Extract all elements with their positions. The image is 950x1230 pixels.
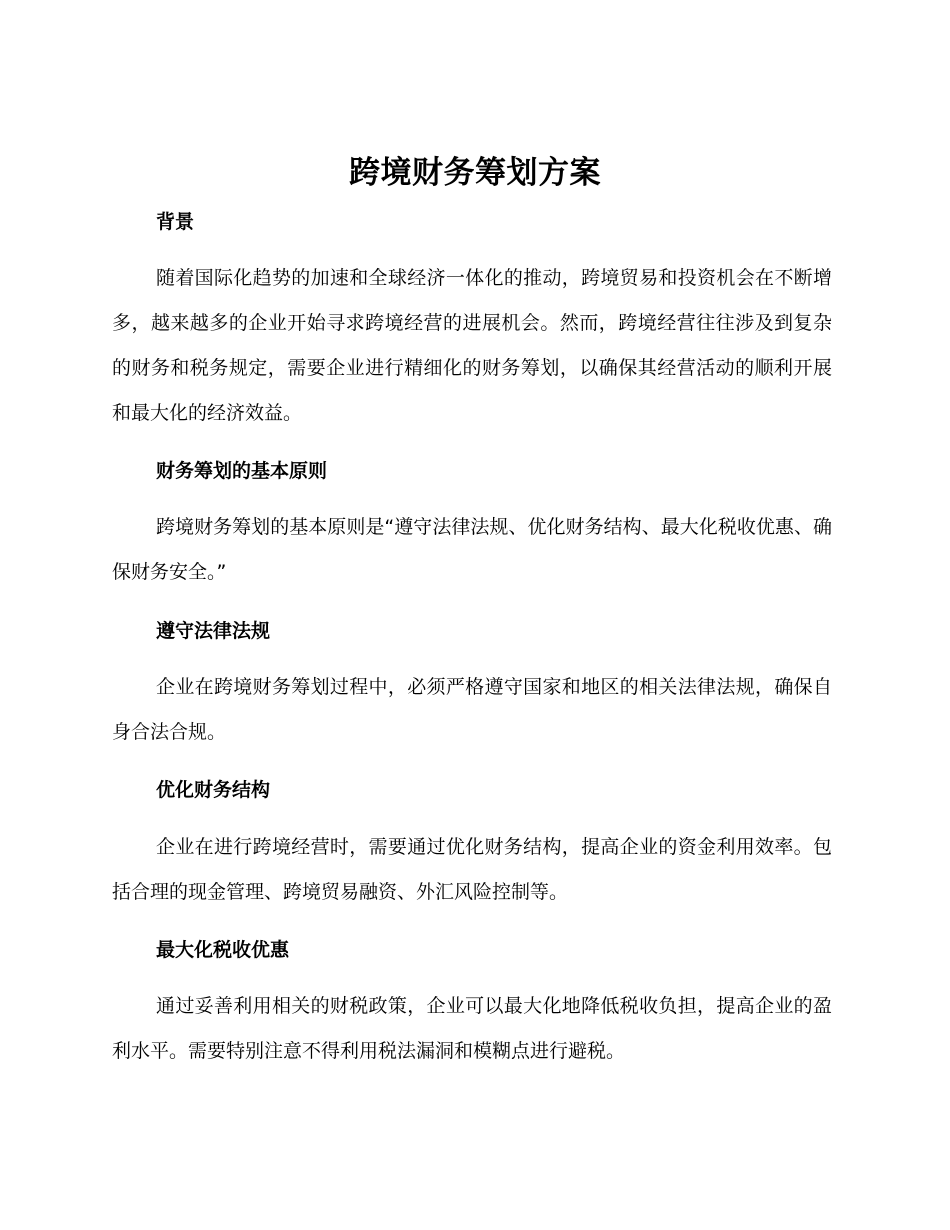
section-body-compliance: 企业在跨境财务筹划过程中，必须严格遵守国家和地区的相关法律法规，确保自身合法合规。 (112, 676, 832, 743)
section-body-background: 随着国际化趋势的加速和全球经济一体化的推动，跨境贸易和投资机会在不断增多，越来越多的企业开始寻求跨境经营的进展机会。然而，跨境经营往往涉及到复杂的财务和税务规定，需要企业进行精细化的财务筹划，以确保其经营活动的顺利开展和最大化的经济效益。 (112, 267, 832, 424)
section-body-tax-benefits: 通过妥善利用相关的财税政策，企业可以最大化地降低税收负担，提高企业的盈利水平。需要特别注意不得利用税法漏洞和模糊点进行避税。 (112, 995, 832, 1062)
section-heading-compliance: 遵守法律法规 (156, 620, 271, 642)
document-title: 跨境财务筹划方案 (349, 155, 601, 191)
section-heading-tax-benefits: 最大化税收优惠 (156, 939, 290, 961)
section-heading-background: 背景 (156, 211, 195, 233)
section-body-principles: 跨境财务筹划的基本原则是“遵守法律法规、优化财务结构、最大化税收优惠、确保财务安全。” (112, 516, 832, 583)
section-heading-principles: 财务筹划的基本原则 (156, 460, 328, 482)
section-heading-financial-structure: 优化财务结构 (156, 779, 271, 801)
section-body-financial-structure: 企业在进行跨境经营时，需要通过优化财务结构，提高企业的资金利用效率。包括合理的现金管理、跨境贸易融资、外汇风险控制等。 (112, 836, 832, 903)
